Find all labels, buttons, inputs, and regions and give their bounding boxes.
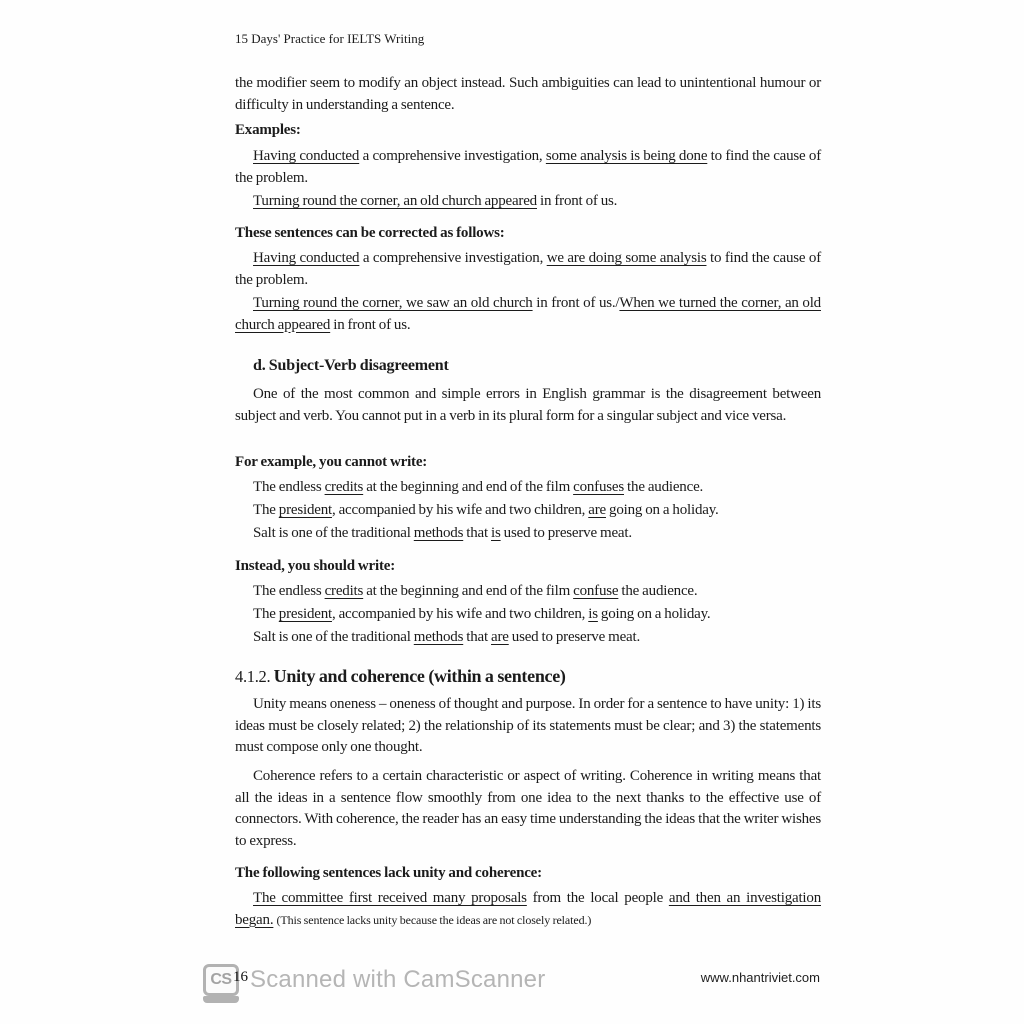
cannot-write-item-1: The endless credits at the beginning and end of the film confuses the audience.	[253, 479, 704, 495]
heading-subject-verb: d. Subject-Verb disagreement	[253, 357, 449, 374]
should-write-list	[235, 580, 821, 649]
cannot-write-list	[235, 476, 821, 545]
paragraph-coherence: Coherence refers to a certain characteristic or aspect of writing. Coherence in writing means that all the ideas in a sentence flow smoothly from one idea to the next thanks to the effective use of connectors. With coherence, the reader has an easy time understanding the ideas that the writer wishes to express.	[235, 768, 821, 849]
paragraph-subject-verb: One of the most common and simple errors in English grammar is the disagreement between subject and verb. You cannot put in a verb in its plural form for a singular subject and vice versa.	[235, 386, 821, 424]
page-number: 16	[233, 969, 248, 985]
heading-section-412	[235, 666, 821, 688]
cannot-write-item-2: The president, accompanied by his wife and two children, are going on a holiday.	[253, 502, 719, 518]
camscanner-badge-base	[203, 996, 239, 1003]
publisher-website: www.nhantriviet.com	[700, 970, 820, 985]
heading-should-write: Instead, you should write:	[235, 558, 395, 574]
camscanner-badge-icon: CS	[203, 964, 239, 996]
heading-cannot-write: For example, you cannot write:	[235, 454, 428, 470]
should-write-item-2: The president, accompanied by his wife and two children, is going on a holiday.	[253, 606, 711, 622]
paragraph-unity: Unity means oneness – oneness of thought and purpose. In order for a sentence to have unity: 1) its ideas must be closely related; 2) the relationship of its statements must be clear; and 3) the statements must compose only one thought.	[235, 696, 821, 755]
section-title: Unity and coherence (within a sentence)	[273, 666, 566, 686]
paragraph-intro: the modifier seem to modify an object instead. Such ambiguities can lead to unintentional humour or difficulty in understanding a sentence.	[235, 75, 821, 113]
lack-unity-example: The committee first received many proposals from the local people and then an investigation began. (This sentence lacks unity because the ideas are not closely related.)	[235, 890, 821, 928]
camscanner-watermark: Scanned with CamScanner	[250, 966, 546, 993]
example-sentence-1: Having conducted a comprehensive investigation, some analysis is being done to find the cause of the problem.	[235, 148, 822, 186]
corrected-sentence-1: Having conducted a comprehensive investigation, we are doing some analysis to find the cause of the problem.	[235, 250, 822, 288]
should-write-item-3: Salt is one of the traditional methods that are used to preserve meat.	[253, 629, 640, 645]
should-write-item-1: The endless credits at the beginning and end of the film confuse the audience.	[253, 583, 698, 599]
corrected-sentence-2: Turning round the corner, we saw an old church in front of us./When we turned the corner, an old church appeared in front of us.	[235, 295, 821, 333]
example-sentence-2: Turning round the corner, an old church appeared in front of us.	[253, 193, 618, 209]
heading-examples: Examples:	[235, 122, 301, 138]
running-header: 15 Days' Practice for IELTS Writing	[235, 31, 425, 46]
section-number: 4.1.2.	[235, 667, 274, 686]
cannot-write-item-3: Salt is one of the traditional methods that is used to preserve meat.	[253, 525, 632, 541]
heading-lack-unity: The following sentences lack unity and coherence:	[235, 865, 542, 881]
heading-corrected: These sentences can be corrected as follows:	[235, 225, 505, 241]
